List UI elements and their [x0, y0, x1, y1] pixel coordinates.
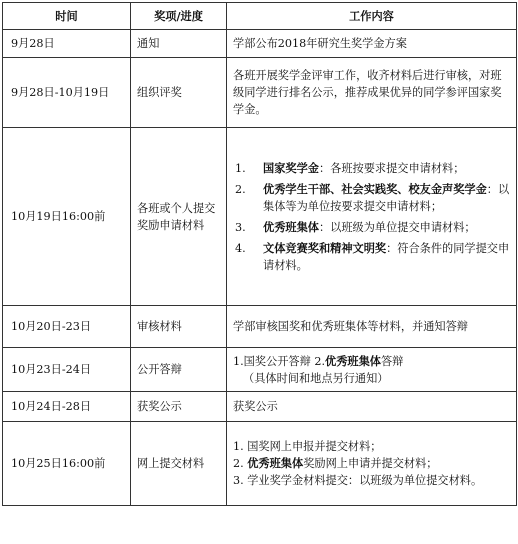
table-row [3, 392, 517, 422]
schedule-table [2, 2, 517, 506]
content-cell: 获奖公示 [227, 392, 517, 422]
table-row [3, 128, 517, 306]
material-list [233, 160, 510, 274]
time-cell: 9月28日 [3, 30, 131, 58]
item-cell: 组织评奖 [131, 58, 227, 128]
item-cell: 公开答辩 [131, 348, 227, 392]
table-row [3, 306, 517, 348]
item-cell: 网上提交材料 [131, 422, 227, 506]
content-cell: 1. 国奖网上申报并提交材料； 2. 优秀班集体奖励网上申请并提交材料； 3. 学业奖学金材料提交：以班级为单位提交材料。 [227, 422, 517, 506]
header-time: 时间 [3, 3, 131, 30]
list-item: 2. 优秀学生干部、社会实践奖、校友金声奖学金：以集体等为单位按要求提交申请材料； [235, 181, 510, 213]
table-row [3, 422, 517, 506]
table-row [3, 348, 517, 392]
list-item: 3. 优秀班集体：以班级为单位提交申请材料； [235, 219, 476, 234]
time-cell: 9月28日-10月19日 [3, 58, 131, 128]
table-row [3, 30, 517, 58]
content-cell [227, 128, 517, 306]
header-item: 奖项/进度 [131, 3, 227, 30]
content-cell: 各班开展奖学金评审工作，收齐材料后进行审核，对班级同学进行排名公示，推荐成果优异的同学参评国家奖学金。 [227, 58, 517, 128]
time-cell: 10月24日-28日 [3, 392, 131, 422]
list-item: 4. 文体竞赛奖和精神文明奖：符合条件的同学提交申请材料。 [235, 240, 510, 272]
time-cell: 10月20日-23日 [3, 306, 131, 348]
item-cell: 审核材料 [131, 306, 227, 348]
header-row [3, 3, 517, 30]
content-cell: 1.国奖公开答辩 2.优秀班集体答辩 （具体时间和地点另行通知） [227, 348, 517, 392]
time-cell: 10月23日-24日 [3, 348, 131, 392]
table-row [3, 58, 517, 128]
content-cell: 学部审核国奖和优秀班集体等材料，并通知答辩 [227, 306, 517, 348]
item-cell: 获奖公示 [131, 392, 227, 422]
time-cell: 10月25日16:00前 [3, 422, 131, 506]
header-content: 工作内容 [227, 3, 517, 30]
time-cell: 10月19日16:00前 [3, 128, 131, 306]
list-item: 1. 国家奖学金：各班按要求提交申请材料； [235, 160, 465, 175]
item-cell: 通知 [131, 30, 227, 58]
content-cell: 学部公布2018年研究生奖学金方案 [227, 30, 517, 58]
item-cell: 各班或个人提交奖励申请材料 [131, 128, 227, 306]
